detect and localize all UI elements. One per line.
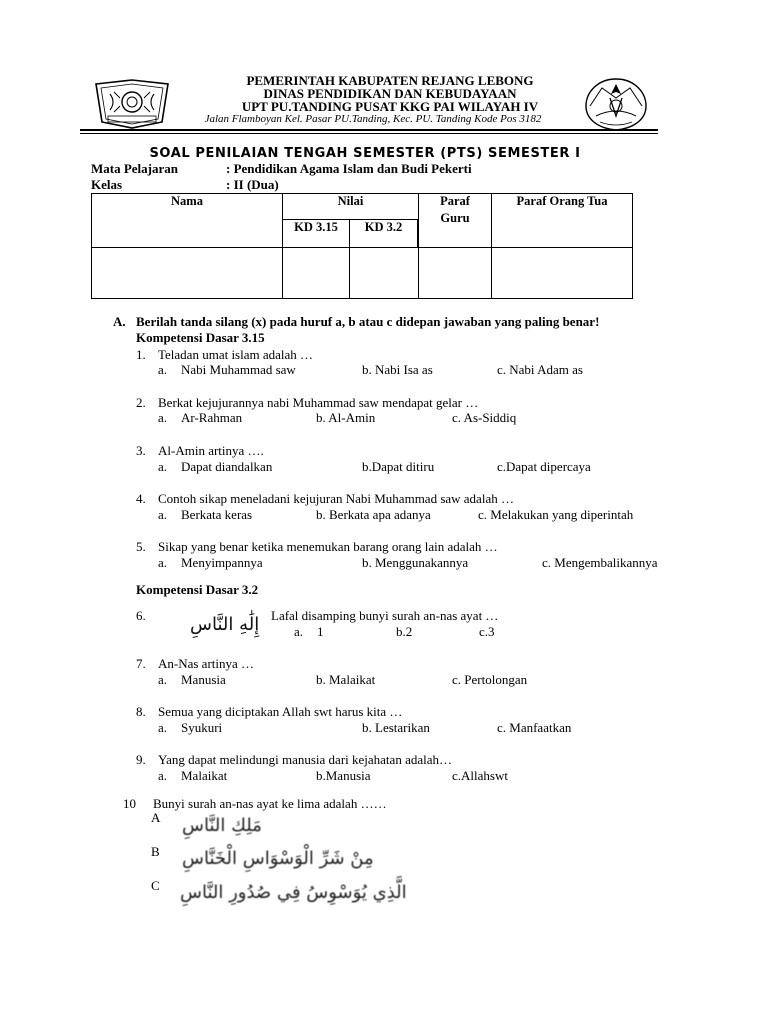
option-b[interactable]: b. Menggunakannya	[362, 555, 469, 570]
option-b[interactable]: b.Dapat ditiru	[362, 459, 435, 474]
paraf-guru-cell[interactable]	[419, 248, 492, 299]
question-text: Semua yang diciptakan Allah swt harus kita …	[158, 704, 403, 719]
kd315-header: KD 3.15	[283, 220, 350, 248]
arabic-option-a[interactable]: مَلِكِ النَّاسِ	[182, 815, 262, 836]
option-a[interactable]: Syukuri	[181, 720, 223, 735]
header-address: Jalan Flamboyan Kel. Pasar PU.Tanding, Kec. PU. Tanding Kode Pos 3182	[204, 113, 542, 125]
class-label: Kelas	[91, 177, 123, 192]
question-text: Yang dapat melindungi manusia dari kejahatan adalah…	[158, 752, 452, 767]
option-b[interactable]: b. Nabi Isa as	[362, 362, 433, 377]
option-c[interactable]: c. Melakukan yang diperintah	[478, 507, 634, 522]
header-unit: UPT PU.TANDING PUSAT KKG PAI WILAYAH IV	[241, 99, 539, 114]
paraf-ortu-header: Paraf Orang Tua	[492, 194, 633, 248]
header-department: DINAS PENDIDIKAN DAN KEBUDAYAAN	[263, 86, 517, 101]
option-a[interactable]: Ar-Rahman	[181, 410, 243, 425]
option-a[interactable]: Berkata keras	[181, 507, 253, 522]
question-text: Teladan umat islam adalah …	[158, 347, 314, 362]
option-b-label[interactable]: B	[151, 844, 160, 859]
option-b[interactable]: b. Berkata apa adanya	[316, 507, 431, 522]
kd32-header: KD 3.2	[350, 220, 418, 248]
option-b[interactable]: b. Lestarikan	[362, 720, 430, 735]
option-a[interactable]: Nabi Muhammad saw	[181, 362, 296, 377]
nilai-header: Nilai	[283, 194, 419, 220]
option-b[interactable]: b. Malaikat	[316, 672, 376, 687]
question-text: Lafal disamping bunyi surah an-nas ayat …	[271, 608, 499, 623]
tut-wuri-handayani-logo	[576, 76, 656, 134]
arabic-option-c[interactable]: الَّذِي يُوَسْوِسُ فِي صُدُورِ النَّاسِ	[180, 882, 407, 903]
option-a[interactable]: 1	[317, 624, 324, 639]
name-cell[interactable]	[92, 248, 283, 299]
option-c[interactable]: c. Nabi Adam as	[497, 362, 583, 377]
kd315-score-cell[interactable]	[283, 248, 350, 299]
question-text: Berkat kejujurannya nabi Muhammad saw mendapat gelar …	[158, 395, 479, 410]
question-text: Sikap yang benar ketika menemukan barang orang lain adalah …	[158, 539, 498, 554]
option-c-label[interactable]: C	[151, 878, 160, 893]
subject-label: Mata Pelajaran	[91, 161, 179, 176]
class-value: : II (Dua)	[226, 177, 279, 192]
option-b[interactable]: b. Al-Amin	[316, 410, 376, 425]
option-c[interactable]: c. Pertolongan	[452, 672, 528, 687]
option-c[interactable]: c.Allahswt	[452, 768, 508, 783]
option-b[interactable]: b.2	[396, 624, 413, 639]
option-c[interactable]: c.Dapat dipercaya	[497, 459, 591, 474]
question-text: Bunyi surah an-nas ayat ke lima adalah ……	[153, 796, 387, 811]
header-government: PEMERINTAH KABUPATEN REJANG LEBONG	[246, 73, 534, 88]
kd32-score-cell[interactable]	[350, 248, 419, 299]
subject-value: : Pendidikan Agama Islam dan Budi Pekerti	[226, 161, 472, 176]
arabic-option-b[interactable]: مِنْ شَرِّ الْوَسْوَاسِ الْخَنَّاسِ	[182, 848, 374, 869]
option-c[interactable]: c. Mengembalikannya	[542, 555, 658, 570]
rejang-lebong-logo	[92, 78, 172, 130]
option-c[interactable]: c.3	[479, 624, 495, 639]
exam-title: SOAL PENILAIAN TENGAH SEMESTER (PTS) SEMESTER I	[149, 146, 581, 161]
score-table	[91, 193, 633, 299]
option-c[interactable]: c. Manfaatkan	[497, 720, 572, 735]
paraf-ortu-cell[interactable]	[492, 248, 633, 299]
header-divider-thick	[80, 129, 658, 131]
option-b[interactable]: b.Manusia	[316, 768, 371, 783]
question-text: Contoh sikap meneladani kejujuran Nabi Muhammad saw adalah …	[158, 491, 514, 506]
section-a-label: A.	[113, 314, 126, 329]
kd32-title: Kompetensi Dasar 3.2	[136, 582, 259, 597]
paraf-guru-header: Paraf Guru	[419, 194, 492, 248]
section-a-instruction: Berilah tanda silang (x) pada huruf a, b atau c didepan jawaban yang paling benar!	[136, 314, 600, 329]
option-a[interactable]: Dapat diandalkan	[181, 459, 273, 474]
header-divider-thin	[80, 133, 658, 134]
question-text: Al-Amin artinya ….	[158, 443, 264, 458]
option-c[interactable]: c. As-Siddiq	[452, 410, 517, 425]
arabic-verse-ilahinnas: إِلَٰهِ النَّاسِ	[190, 614, 260, 635]
option-a-label[interactable]: A	[151, 810, 161, 825]
kd315-title: Kompetensi Dasar 3.15	[136, 330, 265, 345]
option-a[interactable]: Malaikat	[181, 768, 228, 783]
option-a[interactable]: Manusia	[181, 672, 226, 687]
option-a[interactable]: Menyimpannya	[181, 555, 263, 570]
name-header: Nama	[92, 194, 283, 248]
question-text: An-Nas artinya …	[158, 656, 255, 671]
